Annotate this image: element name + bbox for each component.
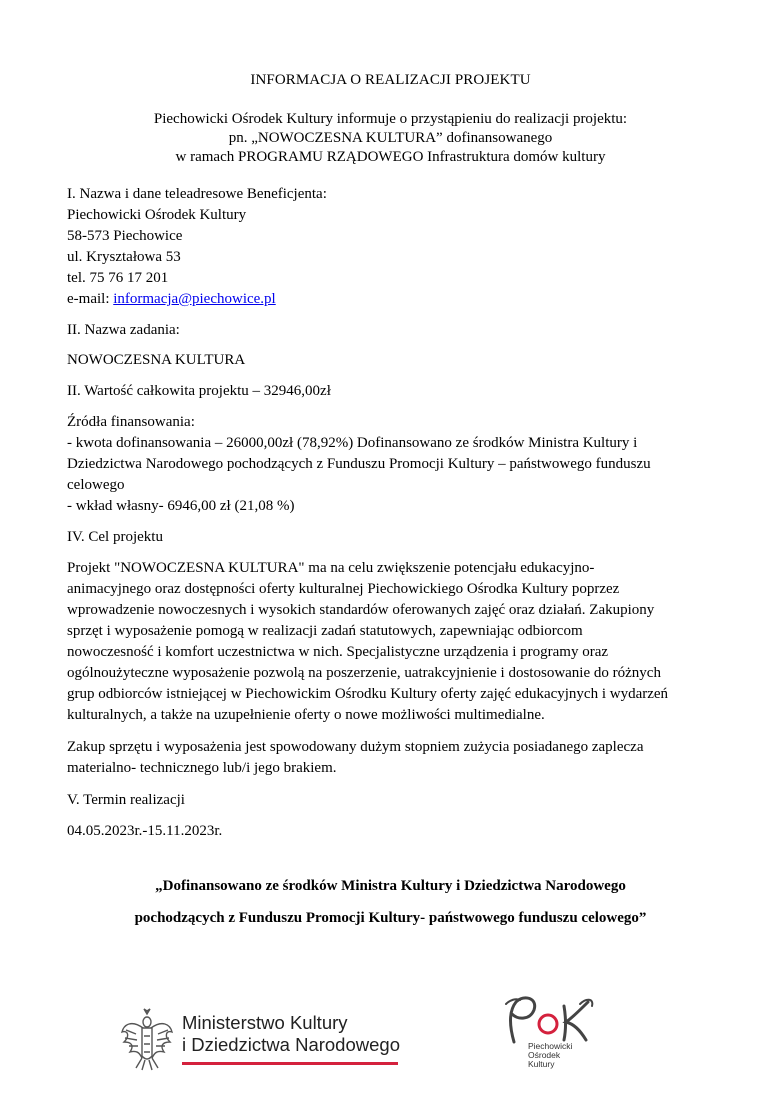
ministry-name-line-2: i Dziedzictwa Narodowego <box>182 1034 400 1055</box>
goal-p2-line: Zakup sprzętu i wyposażenia jest spowodowany dużym stopniem zużycia posiadanego zaplecza <box>67 739 644 755</box>
pok-name <box>528 1042 572 1069</box>
project-value: II. Wartość całkowita projektu – 32946,00zł <box>67 383 331 399</box>
ministry-name-line-1: Ministerstwo Kultury <box>182 1012 348 1033</box>
beneficiary-email-row <box>67 289 727 310</box>
intro-block <box>0 110 781 167</box>
eagle-emblem-icon <box>120 1006 174 1072</box>
financing-line-3: celowego <box>67 477 125 493</box>
email-link[interactable]: informacja@piechowice.pl <box>113 291 276 307</box>
financing-line-1: - kwota dofinansowania – 26000,00zł (78,92%) Dofinansowano ze środków Ministra Kultury i <box>67 435 638 451</box>
financing-line-2: Dziedzictwa Narodowego pochodzących z Funduszu Promocji Kultury – państwowego funduszu <box>67 456 651 472</box>
pok-logo <box>500 990 610 1080</box>
pok-name-line-2: Ośrodek <box>528 1050 561 1060</box>
pok-name-line-1: Piechowicki <box>528 1041 573 1051</box>
task-heading: II. Nazwa zadania: <box>67 322 180 338</box>
document-title: INFORMACJA O REALIZACJI PROJEKTU <box>250 72 531 88</box>
pok-monogram-icon <box>500 990 610 1046</box>
goal-p1-line: grup odbiorców istniejącej w Piechowickim Ośrodku Kultury oferty zajęć edukacyjnych i wydarzeń <box>67 686 669 702</box>
goal-p1-line: nowoczesność i komfort uczestnictwa w nich. Specjalistyczne urządzenia i programy oraz <box>67 644 609 660</box>
beneficiary-section <box>67 184 727 310</box>
goal-p1-line: ogólnoużyteczne wyposażenie pozwolą na poszerzenie, uatrakcyjnienie i dostosowanie do różnych <box>67 665 661 681</box>
funding-quote-line-1: „Dofinansowano ze środków Ministra Kultury i Dziedzictwa Narodowego <box>155 878 626 894</box>
goal-p1-line: Projekt "NOWOCZESNA KULTURA" ma na celu zwiększenie potencjału edukacyjno- <box>67 560 595 576</box>
financing-heading: Źródła finansowania: <box>67 414 195 430</box>
beneficiary-name: Piechowicki Ośrodek Kultury <box>67 207 247 223</box>
intro-line-3: w ramach PROGRAMU RZĄDOWEGO Infrastruktura domów kultury <box>175 149 606 165</box>
pok-name-line-3: Kultury <box>528 1059 555 1069</box>
ministry-logo <box>120 1006 410 1072</box>
goal-p2-line: materialno- technicznego lub/i jego brakiem. <box>67 760 337 776</box>
beneficiary-street: ul. Kryształowa 53 <box>67 249 181 265</box>
task-name: NOWOCZESNA KULTURA <box>67 352 246 368</box>
intro-line-1: Piechowicki Ośrodek Kultury informuje o przystąpieniu do realizacji projektu: <box>153 111 628 127</box>
term-heading: V. Termin realizacji <box>67 792 185 808</box>
goal-p1-line: wprowadzenie nowoczesnych i wysokich standardów oferowanych zajęć oraz działań. Zakupiony <box>67 602 655 618</box>
beneficiary-postal: 58-573 Piechowice <box>67 228 183 244</box>
email-label: e-mail: <box>67 291 114 307</box>
term-dates: 04.05.2023r.-15.11.2023r. <box>67 823 223 839</box>
intro-line-2: pn. „NOWOCZESNA KULTURA” dofinansowanego <box>228 130 553 146</box>
beneficiary-phone: tel. 75 76 17 201 <box>67 270 169 286</box>
ministry-name <box>182 1012 400 1056</box>
goal-heading: IV. Cel projektu <box>67 529 163 545</box>
goal-p1-line: animacyjnego oraz dostępności oferty kulturalnej Piechowickiego Ośrodka Kultury poprzez <box>67 581 620 597</box>
goal-paragraph-2 <box>67 737 727 779</box>
ministry-accent-bar <box>182 1062 398 1065</box>
financing-section <box>67 412 727 517</box>
goal-p1-line: sprzęt i wyposażenie pomogą w realizacji zadań statutowych, zapewniając odbiorcom <box>67 623 583 639</box>
goal-p1-line: kulturalnych, a także na uzupełnienie oferty o nowe możliwości multimedialne. <box>67 707 545 723</box>
goal-paragraph-1 <box>67 558 727 726</box>
funding-quote-line-2: pochodzących z Funduszu Promocji Kultury- państwowego funduszu celowego” <box>134 910 647 926</box>
beneficiary-heading: I. Nazwa i dane teleadresowe Beneficjenta: <box>67 186 327 202</box>
financing-line-4: - wkład własny- 6946,00 zł (21,08 %) <box>67 498 295 514</box>
